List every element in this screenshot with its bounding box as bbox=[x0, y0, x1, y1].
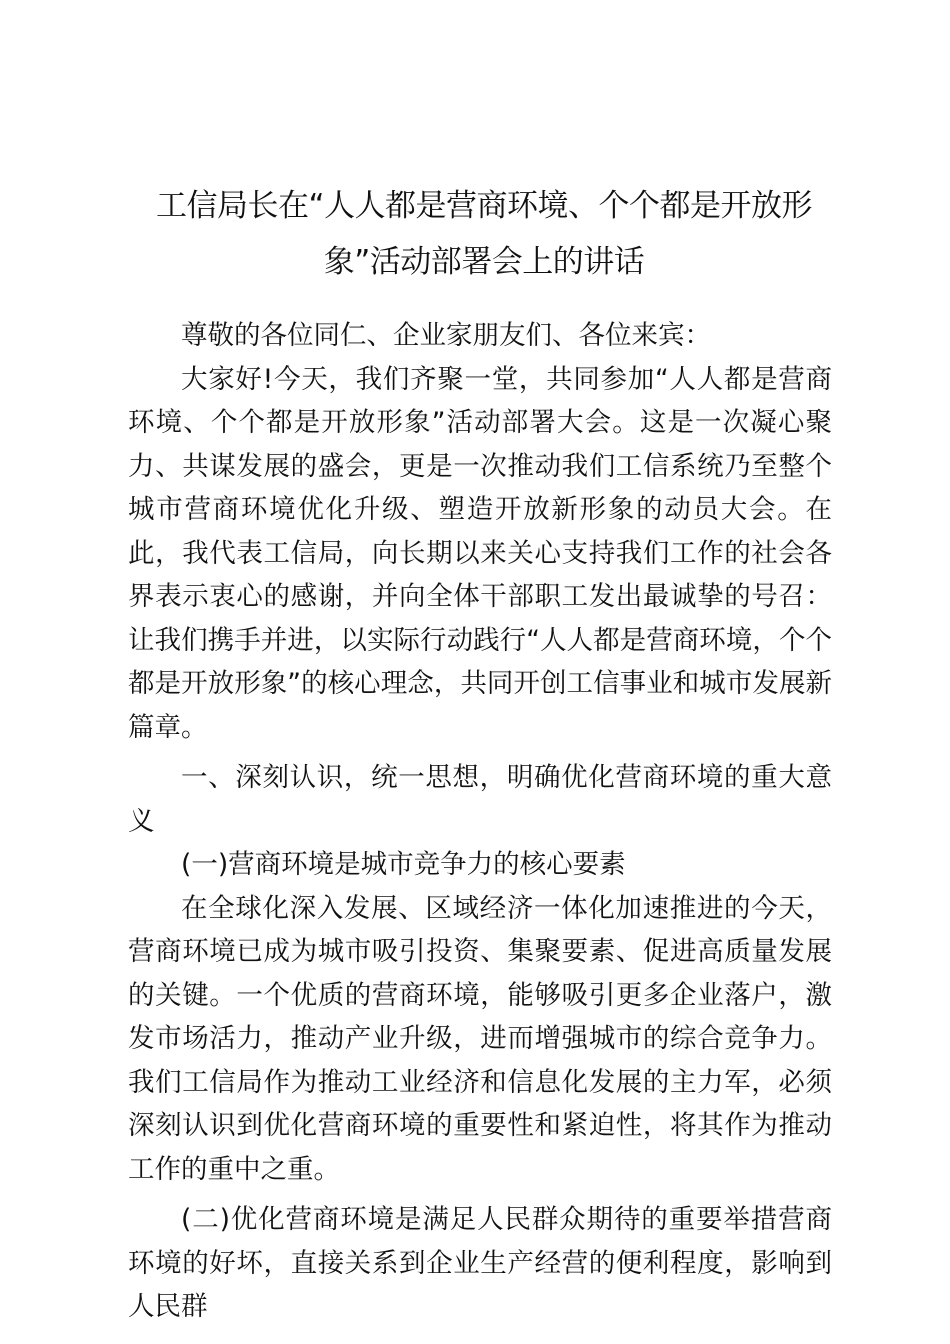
document-title: 工信局长在“人人都是营商环境、个个都是开放形象”活动部署会上的讲话 bbox=[155, 188, 813, 280]
section-heading-1: 一、深刻认识，统一思想，明确优化营商环境的重大意义 bbox=[128, 762, 832, 837]
opening-paragraph: 大家好!今天，我们齐聚一堂，共同参加“人人都是营商环境、个个都是开放形象”活动部署大会。这是一次凝心聚力、共谋发展的盛会，更是一次推动我们工信系统乃至整个城市营商环境优化升级、塑造开放新形象的动员大会。在此，我代表工信局，向长期以来关心支持我们工作的社会各界表示衷心的感谢，并向全体干部职工发出最诚挚的号召：让我们携手并进，以实际行动践行“人人都是营商环境，个个都是开放形象”的核心理念，共同开创工信事业和城市发展新篇章。 bbox=[128, 363, 832, 743]
subsection-paragraph-2: (二)优化营商环境是满足人民群众期待的重要举措营商环境的好坏，直接关系到企业生产经营的便利程度，影响到人民群 bbox=[128, 1204, 832, 1322]
salutation-paragraph: 尊敬的各位同仁、企业家朋友们、各位来宾： bbox=[181, 320, 711, 351]
body-paragraph: 在全球化深入发展、区域经济一体化加速推进的今天，营商环境已成为城市吸引投资、集聚要素、促进高质量发展的关键。一个优质的营商环境，能够吸引更多企业落户，激发市场活力，推动产业升级，进而增强城市的综合竞争力。我们工信局作为推动工业经济和信息化发展的主力军，必须深刻认识到优化营商环境的重要性和紧迫性，将其作为推动工作的重中之重。 bbox=[128, 892, 832, 1185]
document-body bbox=[128, 314, 832, 1329]
subsection-heading-1: (一)营商环境是城市竞争力的核心要素 bbox=[181, 849, 626, 880]
